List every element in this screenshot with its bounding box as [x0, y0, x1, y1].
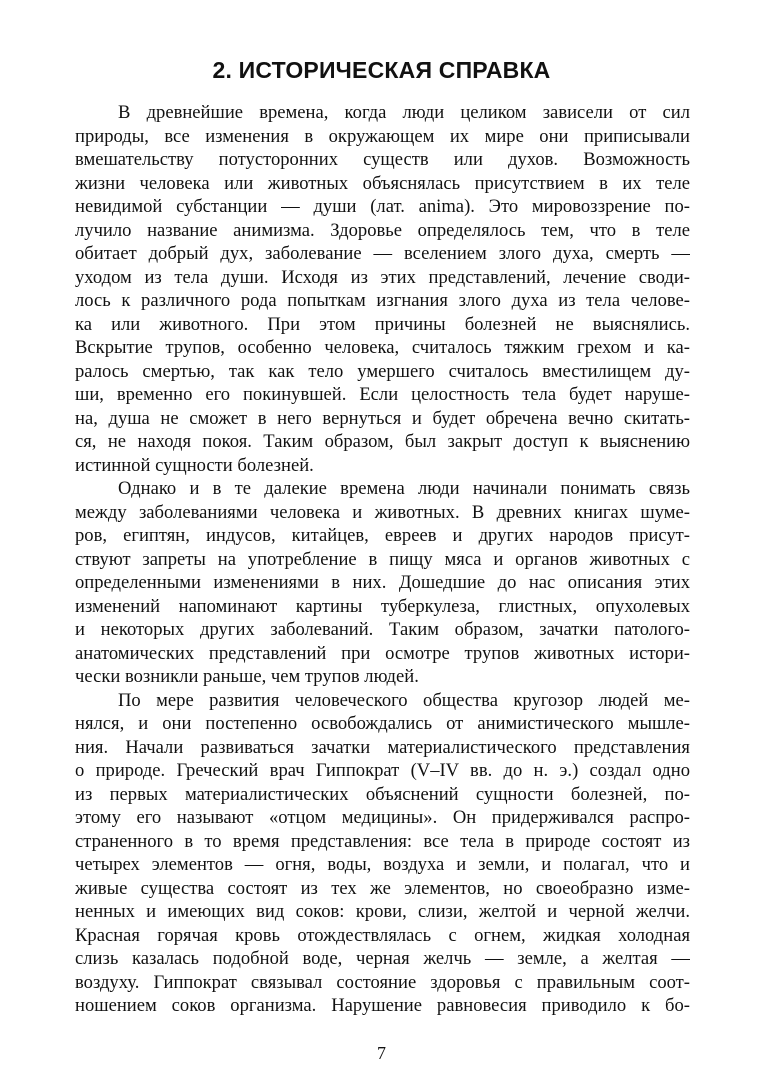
text-line: обитает добрый дух, заболевание — вселением злого духа, смерть — — [75, 243, 690, 264]
text-line: анатомических представлений при осмотре трупов животных истори- — [75, 642, 690, 664]
text-line: этому его называют «отцом медицины». Он придерживался распро- — [75, 807, 690, 828]
text-line: истинной сущности болезней. — [75, 454, 314, 476]
text-line: В древнейшие времена, когда люди целиком зависели от сил — [118, 102, 690, 123]
text-line: нялся, и они постепенно освобождались от анимистического мышле- — [75, 713, 690, 734]
text-line: Однако и в те далекие времена люди начинали понимать связь — [118, 478, 690, 499]
page-title: 2. ИСТОРИЧЕСКАЯ СПРАВКА — [212, 57, 551, 83]
text-line: Вскрытие трупов, особенно человека, считалось тяжким грехом и ка- — [75, 337, 690, 358]
text-line: и некоторых других заболеваний. Таким образом, зачатки патолого- — [75, 619, 690, 640]
text-line: ши, временно его покинувшей. Если целостность тела будет наруше- — [75, 384, 690, 405]
text-line: ров, египтян, индусов, китайцев, евреев и других народов присут- — [75, 525, 690, 546]
page-number: 7 — [377, 1043, 386, 1063]
paragraph-3 — [75, 689, 690, 1018]
text-line: ненных и имеющих вид соков: крови, слизи, желтой и черной желчи. — [75, 901, 690, 922]
text-line: По мере развития человеческого общества кругозор людей ме- — [118, 689, 690, 711]
body-text — [75, 101, 690, 1018]
text-line: из первых материалистических объяснений сущности болезней, по- — [75, 783, 690, 805]
text-line: страненного в то время представления: все тела в природе состоят из — [75, 830, 690, 852]
text-line: ся, не находя покоя. Таким образом, был закрыт доступ к выяснению — [75, 431, 690, 452]
text-line: ка или животного. При этом причины болезней не выяснялись. — [75, 313, 690, 335]
text-line: Красная горячая кровь отождествлялась с огнем, жидкая холодная — [75, 924, 690, 946]
text-line: между заболеваниями человека и животных. В древних книгах шуме- — [75, 501, 690, 523]
paragraph-2 — [75, 477, 690, 689]
text-line: природы, все изменения в окружающем их мире они приписывали — [75, 125, 690, 147]
text-line: чески возникли раньше, чем трупов людей. — [75, 666, 419, 687]
text-line: о природе. Греческий врач Гиппократ (V–IV вв. до н. э.) создал одно — [75, 760, 690, 781]
text-line: ношением соков организма. Нарушение равновесия приводило к бо- — [75, 995, 690, 1016]
text-line: лучило название анимизма. Здоровье определялось тем, что в теле — [75, 219, 690, 241]
text-line: ралось смертью, так как тело умершего считалось вместилищем ду- — [75, 360, 690, 382]
text-line: определенными изменениями в них. Дошедшие до нас описания этих — [75, 572, 690, 593]
text-line: невидимой субстанции — души (лат. anima). Это мировоззрение по- — [75, 196, 690, 217]
text-line: слизь казалась подобной воде, черная желчь — земле, а желтая — — [75, 948, 690, 969]
text-line: живые существа состоят из тех же элементов, но своеобразно изме- — [75, 877, 690, 899]
text-line: уходом из тела души. Исходя из этих представлений, лечение своди- — [75, 266, 690, 288]
text-line: вмешательству потусторонних существ или духов. Возможность — [75, 149, 690, 170]
text-line: воздуху. Гиппократ связывал состояние здоровья с правильным соот- — [75, 971, 690, 993]
text-line: лось к различного рода попыткам изгнания злого духа из тела челове- — [75, 290, 690, 311]
text-line: изменений напоминают картины туберкулеза, глистных, опухолевых — [75, 595, 690, 617]
paragraph-1 — [75, 101, 690, 477]
text-line: на, душа не сможет в него вернуться и будет обречена вечно скитать- — [75, 407, 690, 429]
text-line: четырех элементов — огня, воды, воздуха и земли, и полагал, что и — [75, 854, 690, 875]
text-line: ния. Начали развиваться зачатки материалистического представления — [75, 736, 690, 758]
text-line: ствуют запреты на употребление в пищу мяса и органов животных с — [75, 548, 690, 570]
text-line: жизни человека или животных объяснялась присутствием в их теле — [75, 172, 690, 194]
